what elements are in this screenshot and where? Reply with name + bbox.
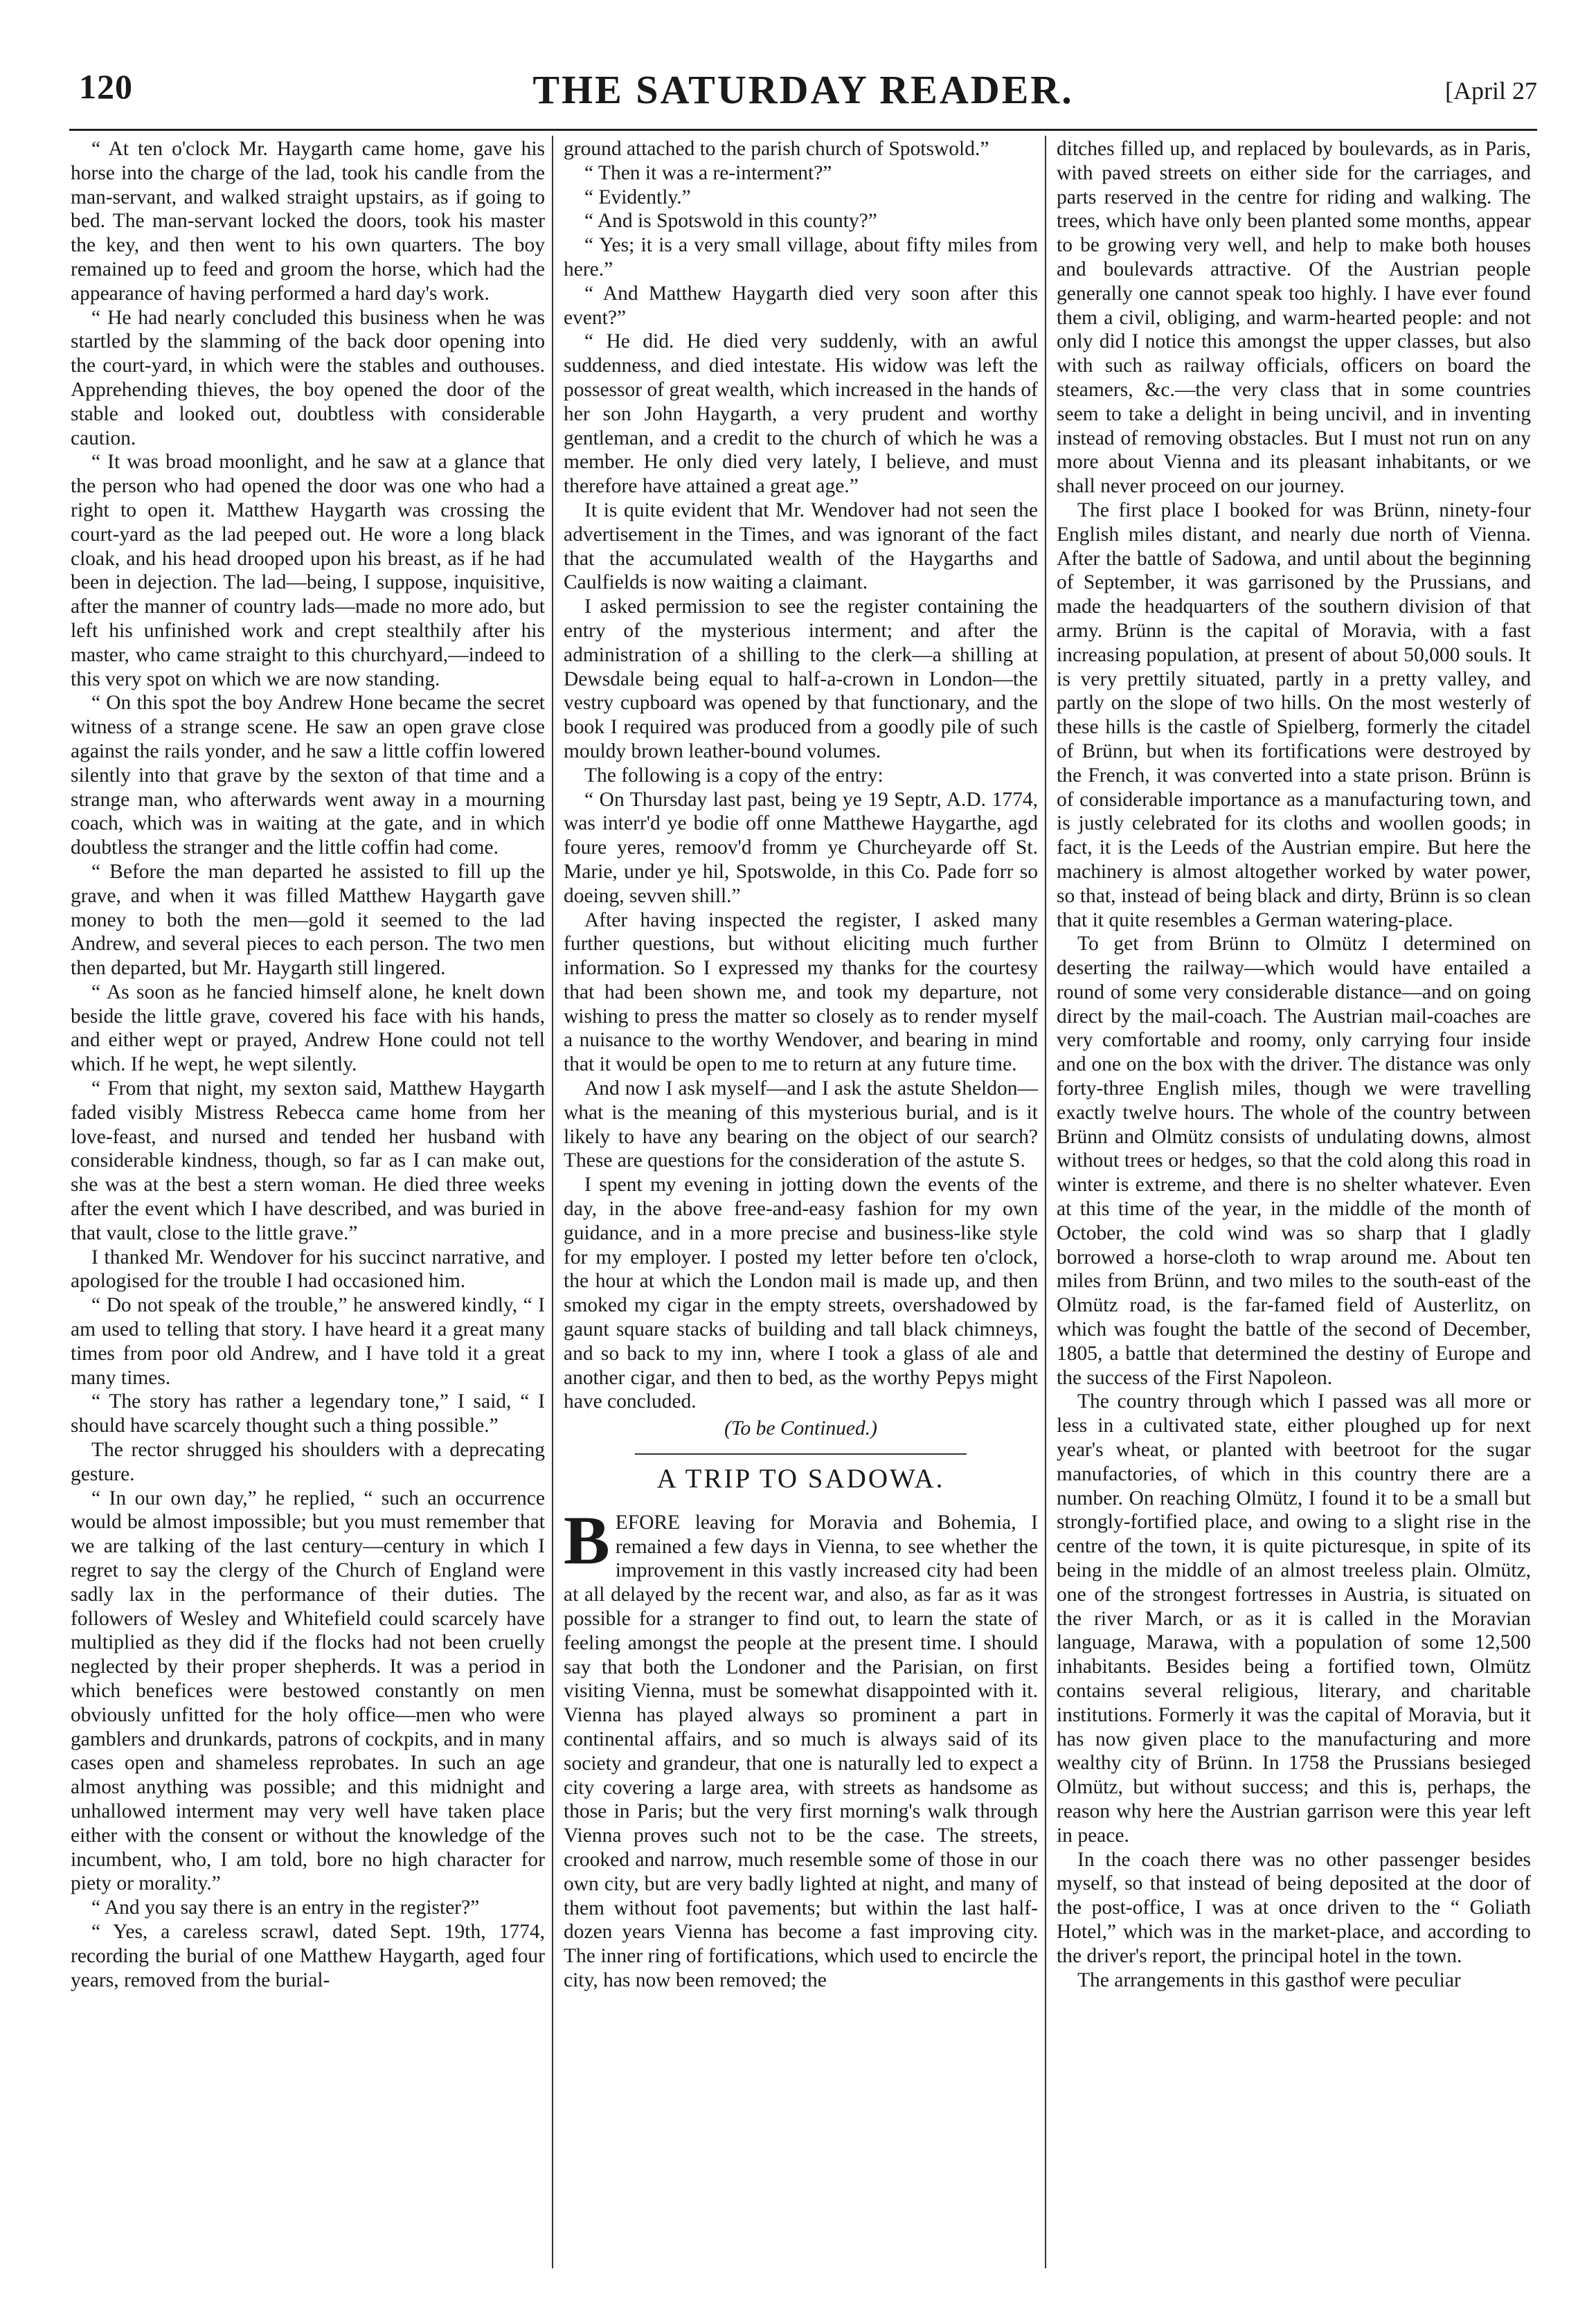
paragraph: The following is a copy of the entry: — [584, 764, 884, 787]
paragraph: The country through which I passed was all more or less in a cultivated state, either ploughed up for next year's wheat, or planted with beetroot for the sugar manufactories, of which in this country there are a number. On reaching Olmütz, I found it to be a small but strongly-fortified place, and owing to a slight rise in the centre of the town, it is quite picturesque, in spite of its being in the middle of an almost treeless plain. Olmütz, one of the strongest fortresses in Austria, is situated on the river March, or as it is called in the Moravian language, Marawa, with a population of some 12,500 inhabitants. Besides being a fortified town, Olmütz contains several religious, literary, and charitable institutions. Formerly it was the capital of Moravia, but it has now given place to the manufacturing and more wealthy city of Brünn. In 1758 the Prussians besieged Olmütz, but without success; and this is, perhaps, the reason why here the Austrian garrison were this year left in peace. — [1057, 1390, 1531, 1847]
paragraph: “ Yes; it is a very small village, about fifty miles from here.” — [564, 234, 1038, 280]
paragraph: “ And you say there is an entry in the register?” — [91, 1896, 480, 1919]
header-rule — [69, 129, 1537, 131]
paragraph: “ And Matthew Haygarth died very soon after this event?” — [564, 282, 1038, 329]
column-divider — [1045, 136, 1046, 2268]
paragraph: The rector shrugged his shoulders with a deprecating gesture. — [71, 1439, 545, 1485]
paragraph: ground attached to the parish church of Spotswold.” — [564, 138, 989, 160]
page-number: 120 — [79, 67, 133, 106]
paragraph: “ The story has rather a legendary tone,” I said, “ I should have scarcely thought such a thing possible.” — [71, 1390, 545, 1437]
column-2 — [564, 137, 1038, 2270]
article-first-paragraph — [564, 1501, 1038, 1993]
column-1 — [71, 137, 545, 2270]
paragraph: “ On Thursday last past, being ye 19 Septr, A.D. 1774, was interr'd ye bodie off onne Matthewe Haygarthe, agd foure yeres, remoov'd fromm ye Churcheyarde off St. Marie, under ye hil, Spotswolde, in this Co. Pade forr so doeing, sevven shill.” — [564, 788, 1038, 907]
paragraph: “ On this spot the boy Andrew Hone became the secret witness of a strange scene. He saw an open grave close against the rails yonder, and he saw a little coffin lowered silently into that grave by the sexton of that time and a strange man, who afterwards went away in a mourning coach, which was in waiting at the gate, and in which doubtless the stranger and the little coffin had come. — [71, 692, 545, 859]
paragraph: “ At ten o'clock Mr. Haygarth came home, gave his horse into the charge of the lad, took his candle from the man-servant, and walked straight upstairs, as if going to bed. The man-servant locked the doors, took his master the key, and then went to his own quarters. The boy remained up to feed and groom the horse, which had the appearance of having performed a hard day's work. — [71, 138, 545, 305]
paragraph: And now I ask myself—and I ask the astute Sheldon—what is the meaning of this mysterious burial, and is it likely to have any bearing on the object of our search? These are questions for the consideration of the astute S. — [564, 1077, 1038, 1172]
drop-cap: B — [564, 1501, 610, 1579]
paragraph: “ He did. He died very suddenly, with an awful suddenness, and died intestate. His widow was left the possessor of great wealth, which increased in the hands of her son John Haygarth, a very prudent and worthy gentleman, and a credit to the church of which he was a member. He only died very lately, I believe, and must therefore have attained a great age.” — [564, 330, 1038, 498]
paragraph: After having inspected the register, I asked many further questions, but without eliciting much further information. So I expressed my thanks for the courtesy that had been shown me, and took my departure, not wishing to press the matter so closely as to render myself a nuisance to the worthy Wendover, and bearing in mind that it would be open to me to return at any future time. — [564, 908, 1038, 1076]
paragraph-text: EFORE leaving for Moravia and Bohemia, I remained a few days in Vienna, to see whether the improvement in this vastly increased city had been at all delayed by the recent war, and also, as far as it was possible for a stranger to find out, to learn the state of feeling amongst the people at the present time. I should say that both the Londoner and the Parisian, on first visiting Vienna, must be somewhat disappointed with it. Vienna has played always so prominent a part in continental affairs, and so much is always said of its society and grandeur, that one is naturally led to expect a city covering a large area, with streets as handsome as those in Paris; but the very first morning's walk through Vienna proves such not to be the case. The streets, crooked and narrow, much resemble some of those in our own city, but are very badly lighted at night, and many of them without foot pavements; but within the last half-dozen years Vienna has become a fast improving city. The inner ring of fortifications, which used to encircle the city, has now been removed; the — [564, 1511, 1038, 1991]
paragraph: “ Evidently.” — [584, 186, 691, 208]
paragraph: “ Do not speak of the trouble,” he answered kindly, “ I am used to telling that story. I have heard it a great many times from poor old Andrew, and I have told it a great many times. — [71, 1294, 545, 1389]
paragraph: “ Yes, a careless scrawl, dated Sept. 19th, 1774, recording the burial of one Matthew Haygarth, aged four years, removed from the burial- — [71, 1920, 545, 1991]
publication-title: THE SATURDAY READER. — [532, 67, 1074, 112]
paragraph: “ From that night, my sexton said, Matthew Haygarth faded visibly Mistress Rebecca came home from her love-feast, and nursed and tended her husband with considerable kindness, though, so far as I can make out, she was at the best a stern woman. He died three weeks after the event which I have described, and was buried in that vault, close to the little grave.” — [71, 1077, 545, 1244]
to-be-continued: (To be Continued.) — [724, 1417, 877, 1440]
paragraph: ditches filled up, and replaced by boulevards, as in Paris, with paved streets on either side for the carriages, and parts reserved in the centre for riding and walking. The trees, which have only been planted some months, appear to be growing very well, and help to make both houses and boulevards attractive. Of the Austrian people generally one cannot speak too highly. I have ever found them a civil, obliging, and warm-hearted people: and not only did I notice this amongst the upper classes, but also with such as railway officials, officers on board the steamers, &c.—the very class that in some countries seem to take a delight in being uncivil, and in inventing instead of removing obstacles. But I must not run on any more about Vienna and its pleasant inhabitants, or we shall never proceed on our journey. — [1057, 138, 1531, 498]
column-divider — [552, 136, 553, 2268]
paragraph: I thanked Mr. Wendover for his succinct narrative, and apologised for the trouble I had occasioned him. — [71, 1246, 545, 1293]
article-separator — [635, 1453, 967, 1455]
paragraph: I asked permission to see the register containing the entry of the mysterious interment; and after the administration of a shilling to the clerk—a shilling at Dewsdale being equal to half-a-crown in London—the vestry cupboard was opened by that functionary, and the book I required was produced from a goodly pile of such mouldy brown leather-bound volumes. — [564, 595, 1038, 762]
paragraph: “ And is Spotswold in this county?” — [584, 210, 877, 233]
article-title: A TRIP TO SADOWA. — [656, 1464, 945, 1494]
paragraph: “ Before the man departed he assisted to fill up the grave, and when it was filled Matthew Haygarth gave money to both the men—gold it seemed to the lad Andrew, and several pieces to each person. The two men then departed, but Mr. Haygarth still lingered. — [71, 860, 545, 980]
paragraph: I spent my evening in jotting down the events of the day, in the above free-and-easy fashion for my own guidance, and in a more precise and business-like style for my employer. I posted my letter before ten o'clock, the hour at which the London mail is made up, and then smoked my cigar in the empty streets, overshadowed by gaunt square stacks of building and tall black chimneys, and so back to my inn, where I took a glass of ale and another cigar, and then to bed, as the worthy Pepys might have concluded. — [564, 1174, 1038, 1413]
paragraph: “ Then it was a re-interment?” — [584, 161, 832, 184]
column-3 — [1057, 137, 1531, 2270]
issue-date: [April 27 — [1445, 77, 1537, 105]
page-header — [69, 66, 1537, 115]
paragraph: The first place I booked for was Brünn, ninety-four English miles distant, and nearly due north of Vienna. After the battle of Sadowa, and until about the beginning of September, it was garrisoned by the Prussians, and made the headquarters of the southern division of that army. Brünn is the capital of Moravia, with a fast increasing population, at present of about 50,000 souls. It is very prettily situated, partly in a pretty valley, and partly on the slope of two hills. On the most westerly of these hills is the castle of Spielberg, formerly the citadel of Brünn, but when its fortifications were destroyed by the French, it was converted into a state prison. Brünn is of considerable importance as a manufacturing town, and is justly celebrated for its cloths and woollen goods; in fact, it is the Leeds of the Austrian empire. But here the machinery is almost altogether worked by water power, so that, instead of being black and dirty, Brünn is so clean that it quite resembles a German watering-place. — [1057, 499, 1531, 931]
paragraph: It is quite evident that Mr. Wendover had not seen the advertisement in the Times, and was ignorant of the fact that the accumulated wealth of the Haygarths and Caulfields is now waiting a claimant. — [564, 499, 1038, 594]
paragraph: “ As soon as he fancied himself alone, he knelt down beside the little grave, covered his face with his hands, and either wept or prayed, Andrew Hone could not tell which. If he wept, he wept silently. — [71, 980, 545, 1076]
paragraph: In the coach there was no other passenger besides myself, so that instead of being deposited at the door of the post-office, I was at once driven to the “ Goliath Hotel,” which was in the market-place, and according to the driver's report, the principal hotel in the town. — [1057, 1848, 1531, 1967]
paragraph: The arrangements in this gasthof were peculiar — [1077, 1968, 1461, 1991]
paragraph: “ He had nearly concluded this business when he was startled by the slamming of the back door opening into the court-yard, in which were the stables and outhouses. Apprehending thieves, the boy opened the door of the stable and looked out, doubtless with considerable caution. — [71, 306, 545, 449]
paragraph: To get from Brünn to Olmütz I determined on deserting the railway—which would have entailed a round of some very considerable distance—and on going direct by the mail-coach. The Austrian mail-coaches are very comfortable and roomy, only carrying four inside and one on the box with the driver. The distance was only forty-three English miles, though we were travelling exactly twelve hours. The whole of the country between Brünn and Olmütz consists of undulating downs, almost without trees or hedges, so that the cold along this road in winter is extreme, and there is no shelter whatever. Even at this time of the year, in the middle of the month of October, the cold wind was so sharp that I gladly borrowed a horse-cloth to wrap around me. About ten miles from Brünn, and two miles to the south-east of the Olmütz road, is the far-famed field of Austerlitz, on which was fought the battle of the second of December, 1805, a battle that determined the destiny of Europe and the success of the First Napoleon. — [1057, 933, 1531, 1389]
paragraph: “ It was broad moonlight, and he saw at a glance that the person who had opened the door was one who had a right to open it. Matthew Haygarth was crossing the court-yard as the lad peeped out. He wore a long black cloak, and his head drooped upon his breast, as if he had been in dejection. The lad—being, I suppose, inquisitive, after the manner of country lads—made no more ado, but left his unfinished work and crept stealthily after his master, who came straight to this churchyard,—indeed to this very spot on which we are now standing. — [71, 451, 545, 690]
paragraph: “ In our own day,” he replied, “ such an occurrence would be almost impossible; but you must remember that we are talking of the last century—century in which I regret to say the clergy of the Church of England were sadly lax in the performance of their duties. The followers of Wesley and Whitefield could scarcely have multiplied as they did if the flocks had not been cruelly neglected by their proper shepherds. It was a period in which benefices were bestowed constantly on men obviously unfitted for the holy office—men who were gamblers and drunkards, patrons of cockpits, and in many cases open and shameless reprobates. In such an age almost anything was possible; and this midnight and unhallowed interment may very well have taken place either with the consent or without the knowledge of the incumbent, who, I am told, bore no high character for piety or morality.” — [71, 1487, 545, 1895]
